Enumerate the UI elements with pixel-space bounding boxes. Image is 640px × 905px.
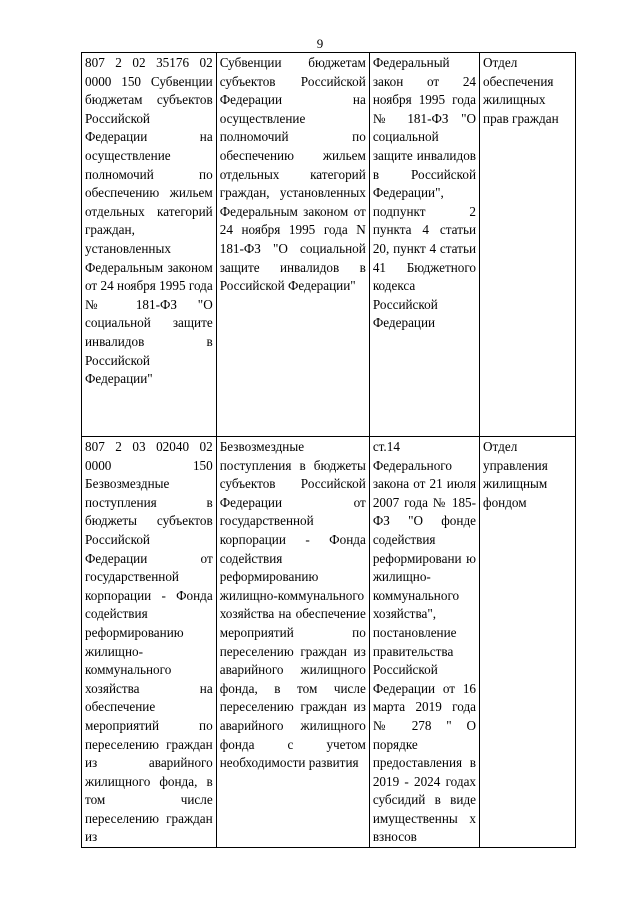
revenue-name-cell: Субвенции бюджетам субъектов Российской Федерации на осуществление полномочий по обеспечению жильем отдельных категорий граждан, установленных Федеральным законом от 24 ноября 1995 года N 181-ФЗ "О социальной защите инвалидов в Российской Федерации"	[216, 53, 369, 437]
legal-basis-cell: Федеральный закон от 24 ноября 1995 года № 181-ФЗ "О социальной защите инвалидов в Российской Федерации", подпункт 2 пункта 4 статьи 20, пункт 4 статьи 41 Бюджетного кодекса Российской Федерации	[369, 53, 479, 437]
department-cell: Отдел управления жилищным фондом	[480, 437, 576, 848]
revenue-code-cell: 807 2 02 35176 02 0000 150 Субвенции бюджетам субъектов Российской Федерации на осуществление полномочий по обеспечению жильем отдельных категорий граждан, установленных Федеральным законом от 24 ноября 1995 года № 181-ФЗ "О социальной защите инвалидов в Российской Федерации"	[82, 53, 217, 437]
budget-revenue-table	[81, 52, 576, 848]
department-cell: Отдел обеспечения жилищных прав граждан	[480, 53, 576, 437]
revenue-code-cell: 807 2 03 02040 02 0000 150 Безвозмездные поступления в бюджеты субъектов Российской Федерации от государственной корпорации - Фонда содействия реформированию жилищно-коммунального хозяйства на обеспечение мероприятий по переселению граждан из аварийного жилищного фонда, в том числе переселению граждан из	[82, 437, 217, 848]
legal-basis-cell: ст.14 Федерального закона от 21 июля 2007 года № 185-ФЗ "О фонде содействия реформировани ю жилищно-коммунального хозяйства", постановление правительства Российской Федерации от 16 марта 2019 года № 278 " О порядке предоставления в 2019 - 2024 годах субсидий в виде имущественны х взносов	[369, 437, 479, 848]
table-row	[82, 437, 576, 848]
page-number: 9	[316, 36, 324, 51]
table-row	[82, 53, 576, 437]
revenue-name-cell: Безвозмездные поступления в бюджеты субъектов Российской Федерации от государственной корпорации - Фонда содействия реформированию жилищно-коммунального хозяйства на обеспечение мероприятий по переселению граждан из аварийного жилищного фонда, в том числе переселению граждан из аварийного жилищного фонда с учетом необходимости развития	[216, 437, 369, 848]
